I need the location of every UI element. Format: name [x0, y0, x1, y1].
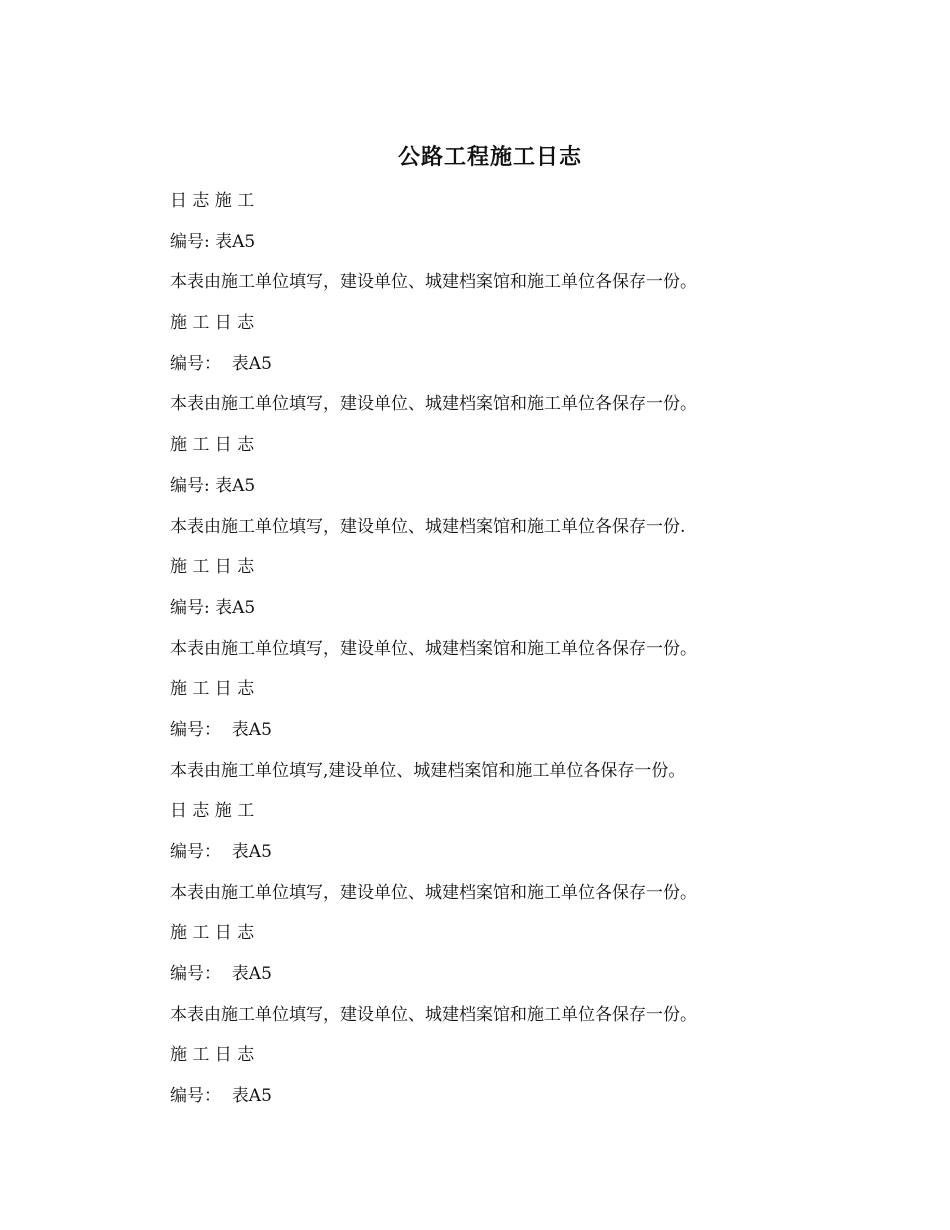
doc-line: 施 工 日 志 [170, 313, 255, 334]
doc-line: 施 工 日 志 [170, 679, 255, 700]
doc-line: 编号： 表A5 [170, 842, 272, 862]
doc-line: 本表由施工单位填写，建设单位、城建档案馆和施工单位各保存一份。 [170, 272, 697, 293]
doc-line: 施 工 日 志 [170, 1045, 255, 1066]
doc-line: 本表由施工单位填写，建设单位、城建档案馆和施工单位各保存一份。 [170, 638, 697, 659]
doc-line: 编号： 表A5 [170, 1086, 272, 1107]
doc-line: 本表由施工单位填写，建设单位、城建档案馆和施工单位各保存一份. [170, 516, 686, 537]
doc-line: 编号： 表A5 [170, 719, 272, 740]
doc-line: 编号： 表A5 [170, 353, 272, 374]
document-body [170, 189, 890, 1125]
doc-line: 施 工 日 志 [170, 435, 255, 456]
doc-line: 本表由施工单位填写，建设单位、城建档案馆和施工单位各保存一份。 [170, 1004, 697, 1025]
doc-line: 编号: 表A5 [170, 597, 256, 618]
doc-line: 本表由施工单位填写，建设单位、城建档案馆和施工单位各保存一份。 [170, 882, 697, 903]
doc-line: 编号: 表A5 [170, 231, 256, 252]
doc-line: 编号: 表A5 [170, 475, 256, 496]
doc-line: 施 工 日 志 [170, 923, 255, 944]
doc-line: 施 工 日 志 [170, 557, 255, 578]
doc-line: 本表由施工单位填写,建设单位、城建档案馆和施工单位各保存一份。 [170, 760, 686, 781]
doc-line: 日 志 施 工 [170, 801, 255, 822]
doc-line: 本表由施工单位填写，建设单位、城建档案馆和施工单位各保存一份。 [170, 394, 697, 415]
doc-line: 日 志 施 工 [170, 191, 255, 211]
document-title: 公路工程施工日志 [397, 144, 582, 170]
doc-line: 编号： 表A5 [170, 964, 272, 985]
